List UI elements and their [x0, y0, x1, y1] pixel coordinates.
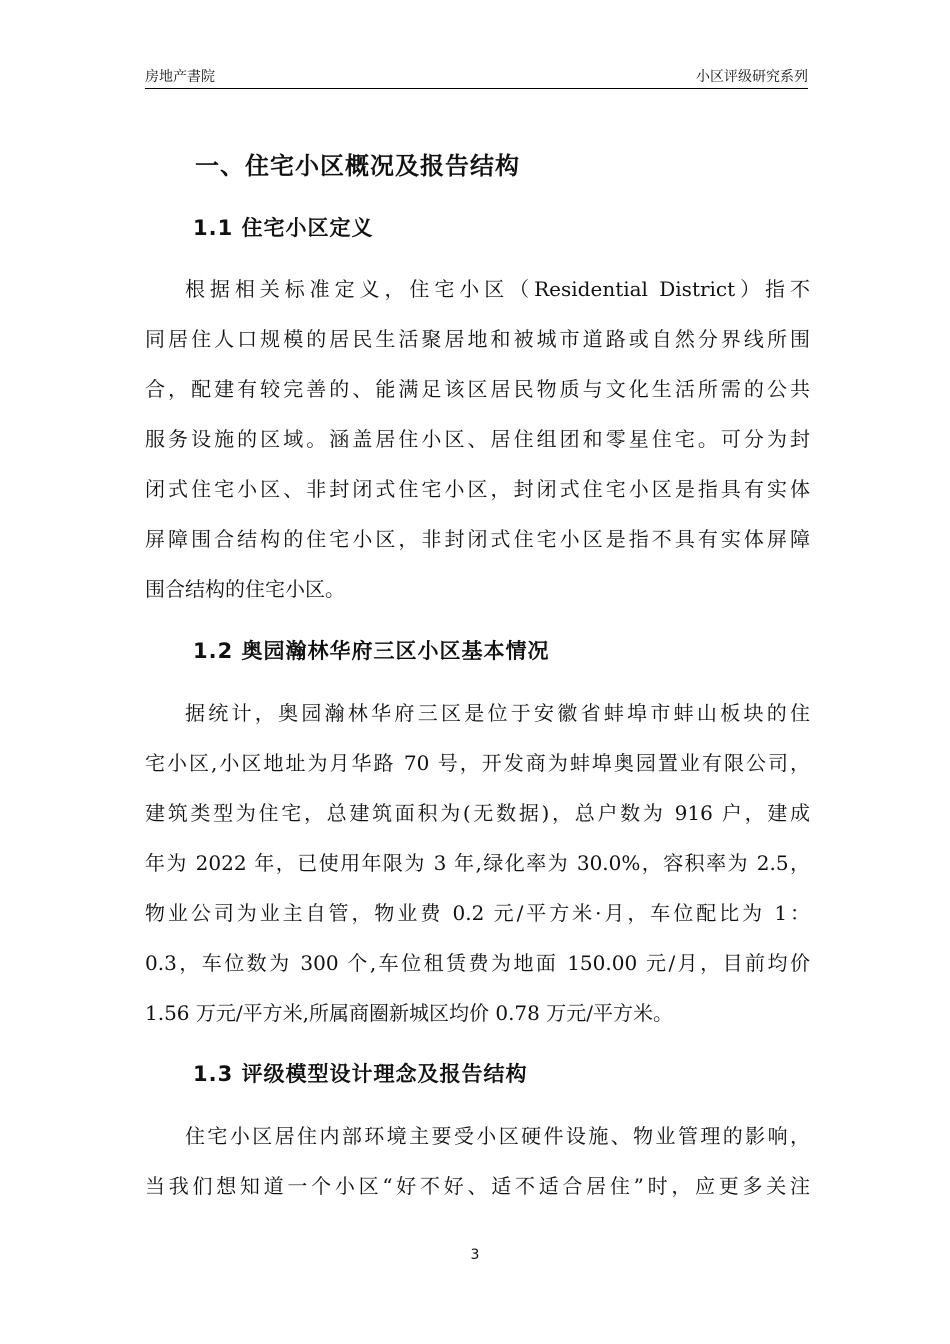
subsection-title-1-3: 1.3 评级模型设计理念及报告结构 [193, 1062, 528, 1086]
paragraph-line: 建筑类型为住宅，总建筑面积为(无数据)，总户数为 916 户，建成 [145, 801, 810, 825]
paragraph-line: 根据相关标准定义，住宅小区（Residential District）指不 [185, 277, 810, 301]
paragraph-line: 同居住人口规模的居民生活聚居地和被城市道路或自然分界线所围 [145, 327, 810, 351]
paragraph-model-design [145, 1111, 810, 1211]
paragraph-line: 住宅小区居住内部环境主要受小区硬件设施、物业管理的影响， [185, 1124, 810, 1148]
subsection-title-1-1: 1.1 住宅小区定义 [193, 216, 374, 240]
paragraph-line: 年为 2022 年，已使用年限为 3 年,绿化率为 30.0%，容积率为 2.5， [145, 851, 810, 875]
paragraph-line: 当我们想知道一个小区“好不好、适不适合居住”时，应更多关注 [145, 1174, 810, 1198]
header-right-text: 小区评级研究系列 [696, 69, 808, 85]
paragraph-line: 物业公司为业主自管，物业费 0.2 元/平方米·月，车位配比为 1： [145, 901, 810, 925]
page-header [145, 66, 808, 89]
paragraph-line: 闭式住宅小区、非封闭式住宅小区，封闭式住宅小区是指具有实体 [145, 477, 810, 501]
paragraph-line: 屏障围合结构的住宅小区，非封闭式住宅小区是指不具有实体屏障 [145, 527, 810, 551]
paragraph-line: 1.56 万元/平方米,所属商圈新城区均价 0.78 万元/平方米。 [145, 1001, 673, 1025]
paragraph-line: 围合结构的住宅小区。 [145, 577, 345, 601]
paragraph-line: 合，配建有较完善的、能满足该区居民物质与文化生活所需的公共 [145, 377, 810, 401]
paragraph-basic-info [145, 688, 810, 1038]
paragraph-definition [145, 264, 810, 614]
paragraph-line: 据统计，奥园瀚林华府三区是位于安徽省蚌埠市蚌山板块的住 [185, 701, 810, 725]
subsection-title-1-2: 1.2 奥园瀚林华府三区小区基本情况 [193, 639, 550, 663]
page-number: 3 [470, 1247, 480, 1263]
paragraph-line: 服务设施的区域。涵盖居住小区、居住组团和零星住宅。可分为封 [145, 427, 810, 451]
header-left-text: 房地产書院 [145, 69, 215, 85]
section-title: 一、住宅小区概况及报告结构 [195, 152, 520, 180]
paragraph-line: 宅小区,小区地址为月华路 70 号，开发商为蚌埠奥园置业有限公司， [145, 751, 810, 775]
paragraph-line: 0.3，车位数为 300 个,车位租赁费为地面 150.00 元/月，目前均价 [145, 951, 810, 975]
